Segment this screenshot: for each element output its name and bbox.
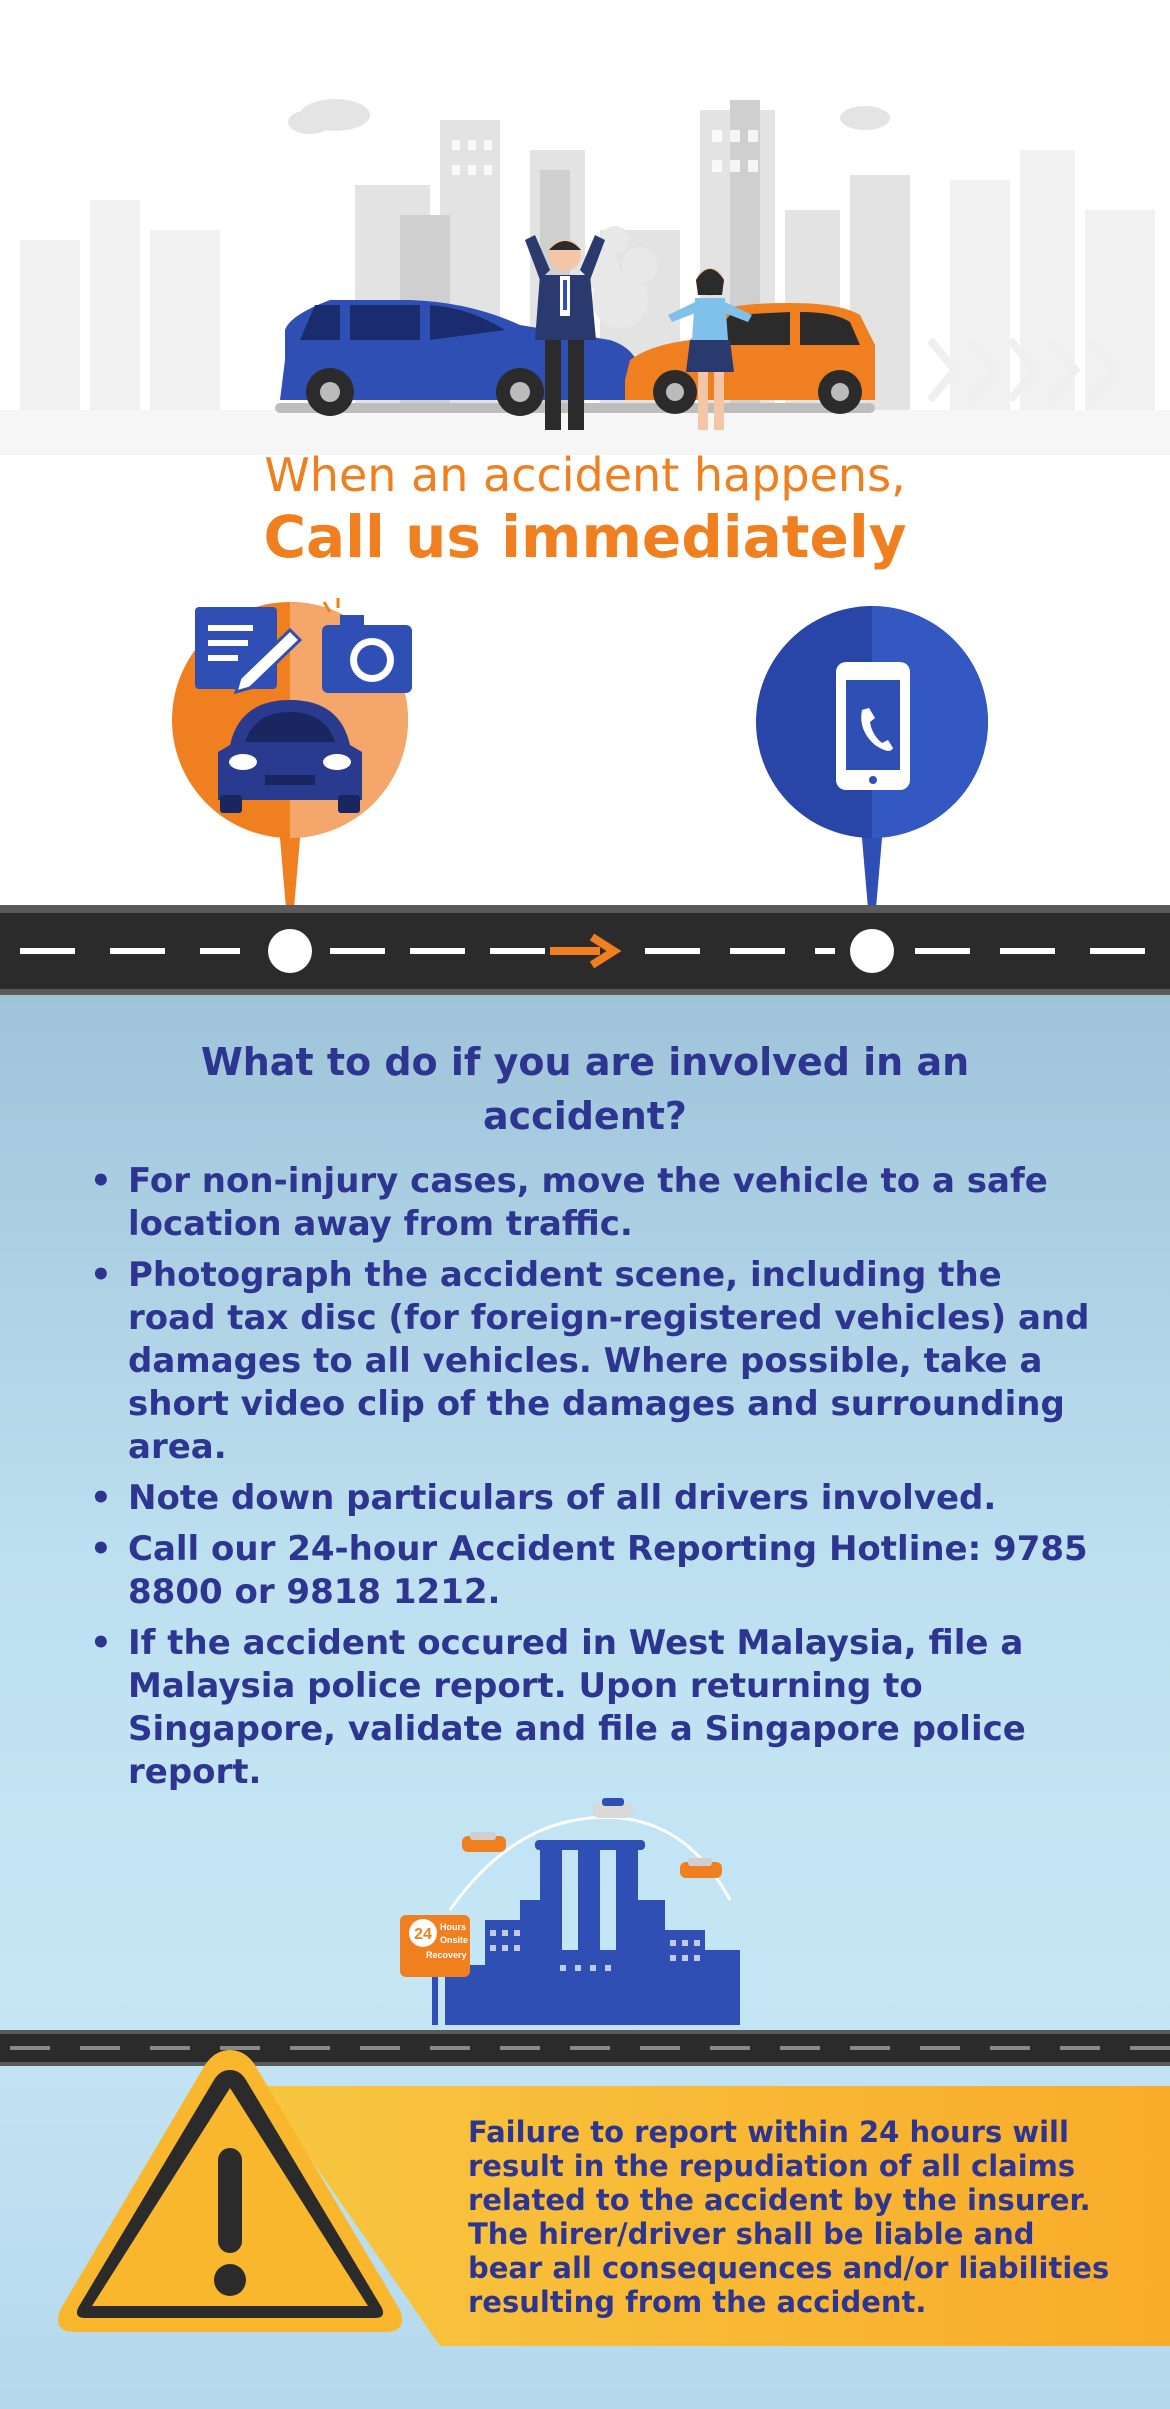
headline-line1: When an accident happens, [264, 448, 906, 502]
recovery-sign-line3: Recovery [426, 1950, 467, 1960]
list-item: • Photograph the accident scene, including the road tax disc (for foreign-registered vehicles) and damages to all vehicles. Where possible, take a short video clip of the damages and surrounding area. [90, 1254, 1090, 1469]
list-item: • If the accident occured in West Malaysia, file a Malaysia police report. Upon returning to Singapore, validate and file a Singapore police report. [90, 1622, 1090, 1794]
section-title: What to do if you are involved in an accident? [200, 1040, 970, 1138]
timeline-road [0, 905, 1170, 997]
car-right [680, 1858, 722, 1878]
car-left [462, 1832, 506, 1852]
smartphone-call-icon [836, 662, 910, 790]
steps-list [90, 1160, 1090, 1802]
list-item: • Note down particulars of all drivers involved. [90, 1477, 1090, 1520]
recovery-sign-number: 24 [414, 1926, 432, 1943]
recovery-sign-line1: Hours [440, 1922, 467, 1932]
list-item: • Call our 24-hour Accident Reporting Hotline: 9785 8800 or 9818 1212. [90, 1528, 1090, 1614]
warning-text: Failure to report within 24 hours will result in the repudiation of all claims related to the accident by the insurer. The hirer/driver shall be liable and bear all consequences and/or liabilities resulting from the accident. [468, 2115, 1110, 2319]
car-top [593, 1798, 633, 1818]
headline-line2: Call us immediately [263, 503, 907, 571]
list-item: • For non-injury cases, move the vehicle to a safe location away from traffic. [90, 1160, 1090, 1246]
recovery-sign-line2: Onsite [440, 1935, 469, 1945]
singapore-city-illustration [390, 1790, 790, 2030]
warning-triangle-icon [50, 2040, 410, 2340]
accident-scene-illustration [0, 0, 1170, 455]
